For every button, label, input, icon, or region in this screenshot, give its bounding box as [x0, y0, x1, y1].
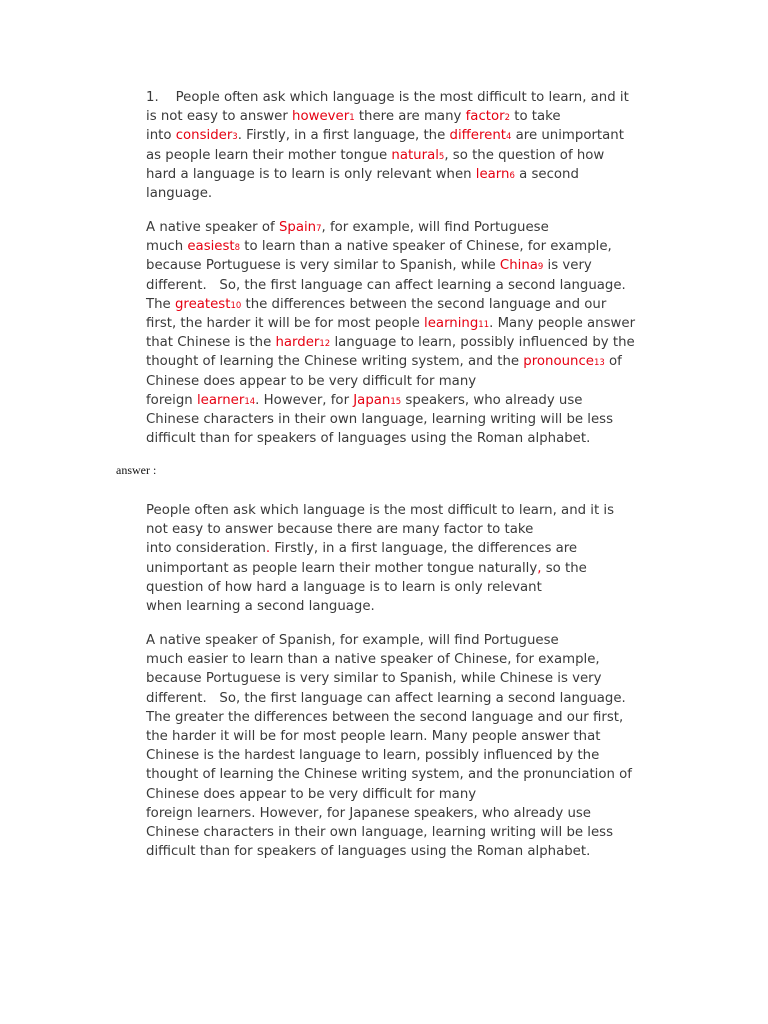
- question-number: 1: [349, 113, 355, 124]
- highlighted-word: Japan: [353, 392, 391, 408]
- text-line: [146, 785, 658, 804]
- question-number: 3: [232, 132, 238, 143]
- text-run: as people learn their mother tongue: [146, 147, 392, 163]
- question-number: 8: [234, 243, 241, 254]
- text-line: [146, 126, 658, 145]
- highlighted-word: factor: [465, 109, 505, 125]
- highlighted-word: learning: [424, 315, 479, 331]
- text-line: [146, 650, 658, 669]
- text-line: [146, 165, 658, 184]
- question-number: 2: [504, 113, 510, 124]
- text-run: of: [604, 354, 622, 370]
- text-run: much easier to learn than a native speaker of Chinese, for example,: [146, 652, 600, 668]
- text-run: Chinese characters in their own language, learning writing will be less: [146, 824, 614, 840]
- highlighted-word: however: [292, 109, 350, 125]
- corrected-punctuation: .: [265, 541, 271, 557]
- text-line: [146, 314, 658, 333]
- highlighted-word: greatest: [174, 296, 231, 312]
- highlighted-word: different: [449, 128, 506, 144]
- text-run: into: [146, 128, 176, 144]
- text-run: much: [146, 239, 188, 255]
- text-line: [146, 727, 658, 746]
- text-run: is very: [543, 258, 592, 274]
- text-line: [146, 410, 658, 429]
- text-line: [146, 276, 658, 295]
- text-run: different. So, the first language can affect learning a second language.: [146, 690, 626, 706]
- text-run: that Chinese is the: [146, 335, 276, 351]
- text-line: [146, 501, 658, 520]
- text-run: . Many people answer: [489, 315, 636, 331]
- text-run: question of how hard a language is to learn is only relevant: [146, 579, 542, 595]
- text-run: , so the question of how: [444, 147, 605, 163]
- text-run: Chinese does appear to be very difficult for many: [146, 786, 477, 802]
- text-run: thought of learning the Chinese writing system, and the pronunciation of: [146, 767, 632, 783]
- question-number: 5: [438, 151, 445, 162]
- text-run: the differences between the second language and our: [241, 296, 607, 312]
- text-line: [146, 765, 658, 784]
- text-run: The greater the differences between the second language and our first,: [146, 709, 624, 725]
- question-number: 4: [506, 132, 512, 143]
- text-run: into consideration: [146, 541, 266, 557]
- answer-paragraph-2: [146, 631, 658, 861]
- text-run: Chinese does appear to be very difficult for many: [146, 373, 477, 389]
- text-run: thought of learning the Chinese writing system, and the: [146, 354, 524, 370]
- text-run: 1. People often ask which language is the most difficult to learn, and it: [146, 90, 629, 105]
- text-run: is not easy to answer: [146, 109, 293, 125]
- text-run: there are many: [354, 109, 466, 125]
- text-run: not easy to answer because there are many factor to take: [146, 522, 534, 538]
- text-line: [146, 256, 658, 275]
- text-run: speakers, who already use: [401, 392, 583, 408]
- text-run: unimportant as people learn their mother tongue naturally: [146, 560, 538, 576]
- text-run: a second: [514, 166, 579, 182]
- text-run: because Portuguese is very similar to Spanish, while Chinese is very: [146, 671, 602, 687]
- text-run: when learning a second language.: [146, 598, 375, 614]
- highlighted-word: China: [499, 258, 538, 274]
- text-line: [146, 804, 658, 823]
- highlighted-word: learner: [196, 392, 245, 408]
- text-run: difficult than for speakers of languages using the Roman alphabet.: [146, 844, 591, 860]
- text-run: , for example, will find Portuguese: [321, 220, 549, 235]
- text-run: . Firstly, in a first language, the: [237, 128, 450, 144]
- text-run: language to learn, possibly influenced by the: [330, 335, 635, 351]
- text-line: [146, 578, 658, 597]
- text-line: [146, 708, 658, 727]
- text-line: [146, 429, 658, 448]
- text-run: so the: [541, 560, 587, 576]
- question-number: 13: [593, 358, 605, 369]
- text-run: The: [146, 296, 175, 312]
- question-number: 11: [478, 319, 490, 330]
- text-run: A native speaker of: [146, 220, 279, 235]
- text-run: the harder it will be for most people learn. Many people answer that: [146, 728, 601, 744]
- answer-paragraph-1: [146, 501, 658, 616]
- text-line: [146, 631, 658, 650]
- text-line: [146, 539, 658, 558]
- question-number: 14: [244, 396, 256, 407]
- answer-label: answer :: [116, 463, 157, 477]
- text-line: [146, 520, 658, 539]
- highlighted-word: harder: [275, 335, 320, 351]
- text-line: [146, 88, 658, 107]
- question-number: 9: [537, 262, 544, 273]
- question-number: 12: [319, 339, 331, 350]
- text-run: foreign: [146, 392, 197, 408]
- text-line: [146, 823, 658, 842]
- text-line: [146, 184, 658, 203]
- text-line: [146, 391, 658, 410]
- text-run: People often ask which language is the most difficult to learn, and it is: [146, 503, 615, 518]
- highlighted-word: easiest: [187, 239, 235, 255]
- text-run: Chinese characters in their own language, learning writing will be less: [146, 411, 614, 427]
- text-run: . However, for: [255, 392, 354, 408]
- text-run: foreign learners. However, for Japanese speakers, who already use: [146, 805, 591, 821]
- text-line: [146, 746, 658, 765]
- question-number: 6: [509, 170, 515, 181]
- text-line: [146, 218, 658, 237]
- text-line: [146, 372, 658, 391]
- question-number: 10: [230, 300, 242, 311]
- question-number: 7: [316, 224, 322, 234]
- text-run: first, the harder it will be for most people: [146, 315, 425, 331]
- text-run: language.: [146, 185, 213, 201]
- question-paragraph-1: [146, 88, 658, 203]
- highlighted-word: pronounce: [523, 354, 594, 370]
- text-run: difficult than for speakers of languages using the Roman alphabet.: [146, 431, 591, 447]
- text-line: [146, 597, 658, 616]
- text-run: different. So, the first language can affect learning a second language.: [146, 277, 626, 293]
- highlighted-word: consider: [175, 128, 233, 144]
- text-run: are unimportant: [511, 128, 624, 144]
- highlighted-word: learn: [475, 166, 510, 182]
- text-line: [146, 146, 658, 165]
- highlighted-word: natural: [391, 147, 439, 163]
- text-run: Firstly, in a first language, the differences are: [270, 541, 578, 557]
- text-line: [146, 352, 658, 371]
- text-run: to take: [510, 109, 561, 125]
- text-line: [146, 295, 658, 314]
- text-run: to learn than a native speaker of Chinese, for example,: [240, 239, 612, 255]
- text-run: hard a language is to learn is only relevant when: [146, 166, 476, 182]
- question-paragraph-2: [146, 218, 658, 448]
- text-line: [146, 842, 658, 861]
- question-number: 15: [390, 396, 402, 407]
- text-line: [146, 559, 658, 578]
- text-run: Chinese is the hardest language to learn, possibly influenced by the: [146, 748, 600, 764]
- text-run: A native speaker of Spanish, for example, will find Portuguese: [146, 633, 559, 648]
- text-line: [146, 333, 658, 352]
- text-line: [146, 669, 658, 688]
- text-line: [146, 107, 658, 126]
- highlighted-word: Spain: [278, 220, 317, 235]
- text-line: [146, 237, 658, 256]
- text-run: because Portuguese is very similar to Spanish, while: [146, 258, 500, 274]
- corrected-punctuation: ,: [537, 560, 542, 576]
- text-line: [146, 689, 658, 708]
